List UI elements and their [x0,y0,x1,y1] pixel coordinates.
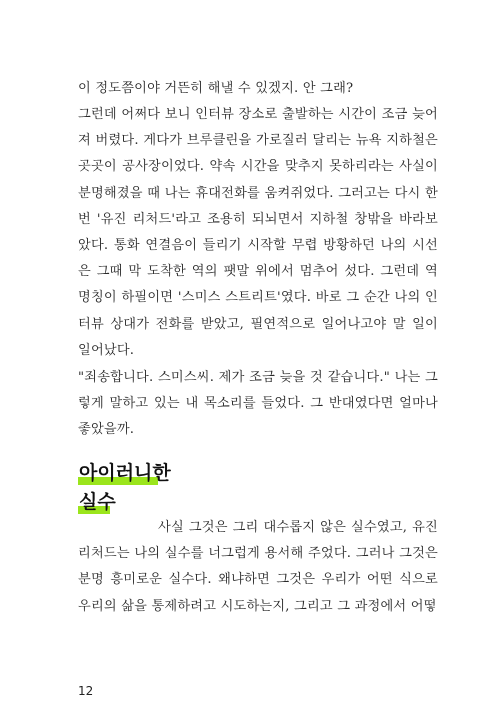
section-heading-line-1: 아이러니한 [79,462,171,484]
body-paragraph-1: 이 정도쯤이야 거뜬히 해낼 수 있겠지. 안 그래? [78,81,354,96]
section-heading-line-2: 실수 [79,491,116,513]
section-paragraph-text: 사실 그것은 그리 대수롭지 않은 실수였고, 유진 리처드는 나의 실수를 너그럽게 용서해 주었다. 그러나 그것은 분명 흥미로운 실수다. 왜냐하면 그것은 우리가 어떤 식으로 우리의 삶을 통제하려고 시도하는지, 그리고 그 과정에서 어떻 [78,520,438,614]
section-paragraph [78,515,438,620]
body-paragraph-2: 그런데 어쩌다 보니 인터뷰 장소로 출발하는 시간이 조금 늦어져 버렸다. 게다가 브루클린을 가로질러 달리는 뉴욕 지하철은 곳곳이 공사장이었다. 약속 시간을 맞추지 못하리라는 사실이 분명해졌을 때 나는 휴대전화를 움켜쥐었다. 그러고는 다시 한 번 '유진 리처드'라고 조용히 되뇌면서 지하철 창밖을 바라보았다. 통화 연결음이 들리기 시작할 무렵 방황하던 나의 시선은 그때 막 도착한 역의 팻말 위에서 멈추어 섰다. 그런데 역 명칭이 하필이면 '스미스 스트리트'였다. 바로 그 순간 나의 인터뷰 상대가 전화를 받았고, 필연적으로 일어나고야 말 일이 일어났다. [78,107,438,358]
body-paragraph-3: "죄송합니다. 스미스씨. 제가 조금 늦을 것 같습니다." 나는 그렇게 말하고 있는 내 목소리를 들었다. 그 반대였다면 얼마나 좋았을까. [78,370,438,438]
page-number: 12 [78,684,94,698]
